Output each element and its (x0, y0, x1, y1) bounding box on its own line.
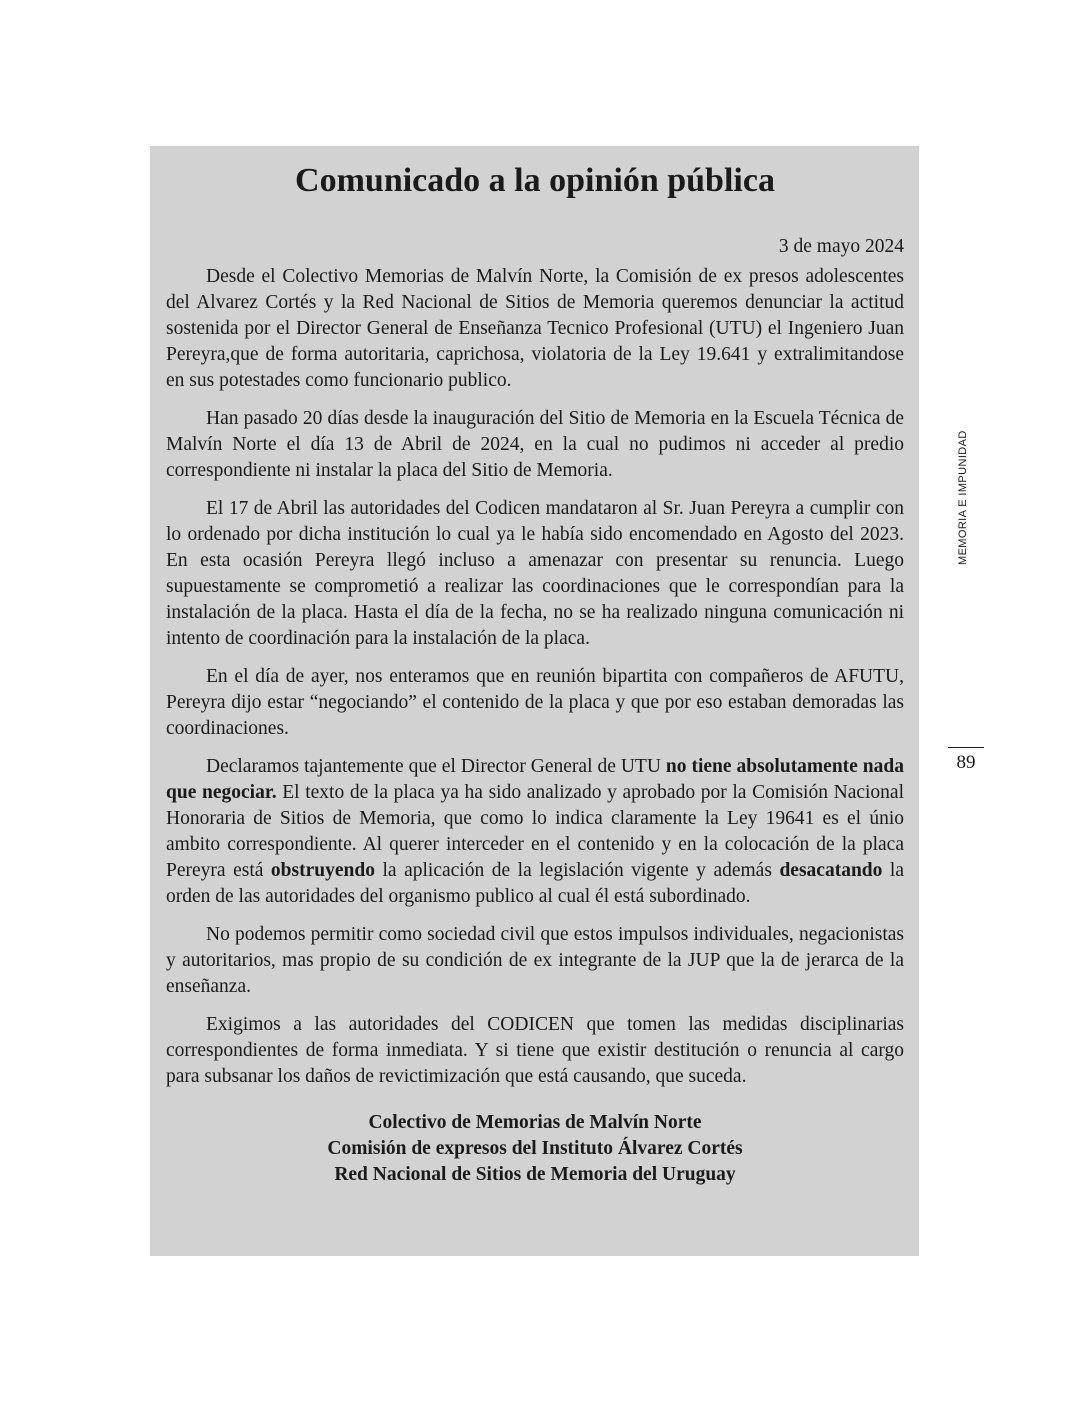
signature-line: Red Nacional de Sitios de Memoria del Uruguay (334, 1164, 736, 1185)
paragraph-text: Exigimos a las autoridades del CODICEN que tomen las medidas disciplinarias correspondientes de forma inmediata. Y si tiene que existir destitución o renuncia al cargo para subsanar los daños de revictimización que está causando, que suceda. (166, 1014, 904, 1087)
page-number: 89 (956, 752, 976, 773)
communique-box (150, 146, 919, 1256)
communique-title: Comunicado a la opinión pública (295, 162, 775, 199)
paragraph-text: la orden de las autoridades del organismo publico al cual él está subordinado. (166, 860, 904, 907)
paragraph-text: Han pasado 20 días desde la inauguración del Sitio de Memoria en la Escuela Técnica de Malvín Norte el día 13 de Abril de 2024, en la cual no pudimos ni acceder al predio correspondiente ni instalar la placa del Sitio de Memoria. (166, 408, 904, 481)
body-paragraph (166, 406, 904, 484)
body-paragraph (166, 264, 904, 394)
paragraph-text: la aplicación de la legislación vigente y además (374, 860, 780, 881)
paragraph-text: El texto de la placa ya ha sido analizado y aprobado por la Comisión Nacional Honoraria de Sitios de Memoria, que como lo indica claramente la Ley 19641 es el únio ambito correspondiente. Al querer interceder en el contenido y en la colocación de la placa Pereyra está (166, 782, 904, 881)
paragraph-text: En el día de ayer, nos enteramos que en reunión bipartita con compañeros de AFUTU, Pereyra dijo estar “negociando” el contenido de la placa y que por eso estaban demoradas las coordinaciones. (166, 666, 904, 739)
signature-line: Comisión de expresos del Instituto Álvarez Cortés (327, 1138, 743, 1159)
section-running-head: MEMORIA E IMPUNIDAD (957, 430, 969, 565)
body-paragraph (166, 754, 904, 910)
signature-line: Colectivo de Memorias de Malvín Norte (368, 1112, 702, 1133)
emphasized-text: no tiene absolutamente nada que negociar. (166, 756, 904, 803)
body-paragraph (166, 1012, 904, 1090)
communique-body (166, 264, 904, 1090)
paragraph-text: Declaramos tajantemente que el Director General de UTU (206, 756, 666, 777)
emphasized-text: desacatando (779, 860, 883, 881)
body-paragraph (166, 922, 904, 1000)
page-number-rule (948, 747, 984, 748)
paragraph-text: Desde el Colectivo Memorias de Malvín Norte, la Comisión de ex presos adolescentes del Alvarez Cortés y la Red Nacional de Sitios de Memoria queremos denunciar la actitud sostenida por el Director General de Enseñanza Tecnico Profesional (UTU) el Ingeniero Juan Pereyra,que de forma autoritaria, caprichosa, violatoria de la Ley 19.641 y extralimitandose en sus potestades como funcionario publico. (166, 266, 904, 391)
paragraph-text: El 17 de Abril las autoridades del Codicen mandataron al Sr. Juan Pereyra a cumplir con lo ordenado por dicha institución lo cual ya le había sido encomendado en Agosto del 2023. En esta ocasión Pereyra llegó incluso a amenazar con presentar su renuncia. Luego supuestamente se comprometió a realizar las coordinaciones que le correspondían para la instalación de la placa. Hasta el día de la fecha, no se ha realizado ninguna comunicación ni intento de coordinación para la instalación de la placa. (166, 498, 904, 649)
emphasized-text: obstruyendo (270, 860, 375, 881)
body-paragraph (166, 664, 904, 742)
paragraph-text: No podemos permitir como sociedad civil que estos impulsos individuales, negacionistas y autoritarios, mas propio de su condición de ex integrante de la JUP que la de jerarca de la enseñanza. (166, 924, 904, 997)
signatures-block (166, 1110, 904, 1188)
communique-date: 3 de mayo 2024 (778, 236, 904, 257)
body-paragraph (166, 496, 904, 652)
